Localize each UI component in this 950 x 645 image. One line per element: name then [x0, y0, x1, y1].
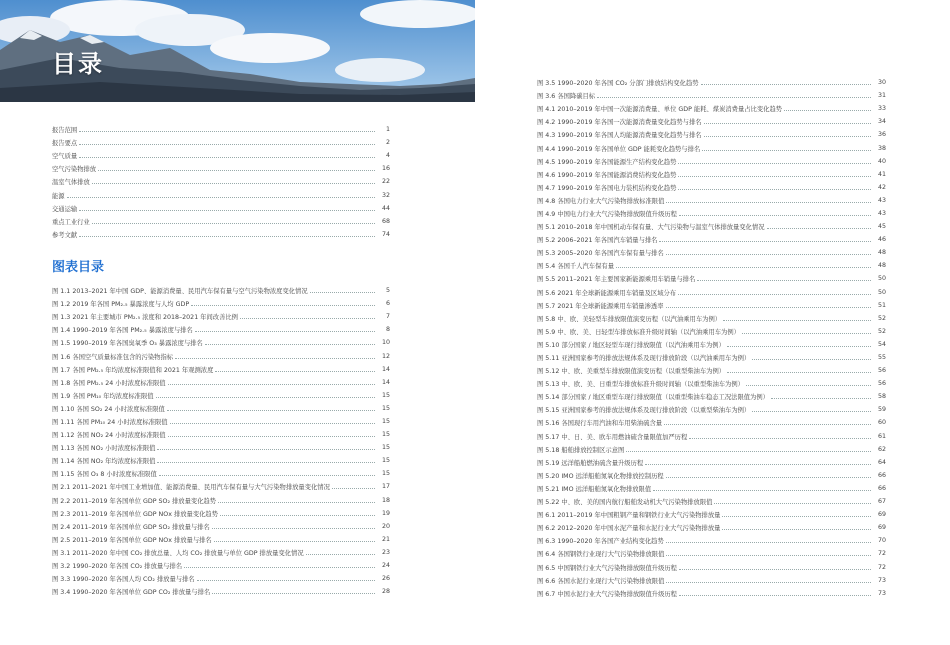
figure-entry[interactable]	[52, 428, 390, 441]
dot-leader	[742, 333, 871, 334]
dot-leader	[678, 163, 871, 164]
entry-title: 图 5.17 中、日、美、欧车用燃油硫含量限值加严历程	[537, 433, 688, 441]
entry-title: 报告范围	[52, 127, 78, 135]
page-number: 23	[381, 548, 390, 556]
page-number: 2	[385, 139, 390, 147]
dot-leader	[771, 398, 871, 399]
entry-title: 图 1.3 2021 年主要城市 PM₂.₅ 浓度和 2018–2021 年间改善比例	[52, 314, 238, 322]
dot-leader	[702, 150, 871, 151]
entry-title: 图 5.21 IMO 远洋船舶氮氧化物排放限值	[537, 485, 652, 493]
dot-leader	[212, 528, 375, 529]
dot-leader	[701, 84, 871, 85]
figure-entry[interactable]	[52, 520, 390, 533]
dot-leader	[306, 554, 375, 555]
page-number: 43	[877, 209, 886, 217]
entry-title: 图 5.7 2021 年全球新能源乘用车销量渗透率	[537, 302, 664, 310]
toc-entry[interactable]	[52, 149, 390, 162]
figure-entry[interactable]	[52, 415, 390, 428]
entry-title: 图 5.12 中、欧、美重型车排放限值演变历程（以重型柴油车为例）	[537, 368, 726, 376]
figure-entry[interactable]	[537, 547, 886, 560]
figure-entry[interactable]	[537, 443, 886, 456]
entry-title: 图 5.2 2006–2021 年各国汽车销量与排名	[537, 237, 658, 245]
toc-list	[52, 123, 390, 241]
page-number: 42	[877, 183, 886, 191]
page-number: 38	[877, 144, 886, 152]
page-number: 48	[877, 262, 886, 270]
entry-title: 图 1.8 各国 PM₂.₅ 24 小时浓度标准限值	[52, 379, 166, 387]
right-page	[475, 0, 950, 645]
page-number: 30	[877, 79, 886, 87]
entry-title: 图 5.9 中、欧、美、日轻型车排放标准升级时间轴（以汽油乘用车为例）	[537, 328, 740, 336]
figure-entry[interactable]	[537, 194, 886, 207]
figure-entry[interactable]	[537, 560, 886, 573]
entry-title: 图 5.15 亚洲国家参考的排放法规体系及现行排放阶段（以重型柴油车为例）	[537, 407, 751, 415]
entry-title: 图 5.16 各国现行车用汽油和车用柴油硫含量	[537, 420, 663, 428]
figure-entry[interactable]	[52, 336, 390, 349]
figure-entry[interactable]	[537, 495, 886, 508]
figure-entry[interactable]	[52, 297, 390, 310]
dot-leader	[752, 411, 871, 412]
entry-title: 图 1.5 1990–2019 年各国臭氧季 O₃ 暴露浓度与排名	[52, 340, 203, 348]
page-title: 目录	[52, 50, 104, 78]
page-number: 15	[381, 417, 390, 425]
entry-title: 图 5.4 各国千人汽车保有量	[537, 263, 614, 271]
page-number: 61	[877, 432, 886, 440]
dot-leader	[214, 541, 375, 542]
page-number: 66	[877, 484, 886, 492]
toc-entry[interactable]	[52, 215, 390, 228]
dot-leader	[666, 582, 871, 583]
page-number: 43	[877, 196, 886, 204]
figures-list-right	[537, 76, 886, 600]
dot-leader	[597, 97, 871, 98]
dot-leader	[167, 410, 375, 411]
dot-leader	[689, 438, 871, 439]
page-number: 64	[877, 458, 886, 466]
page-number: 16	[381, 165, 390, 173]
page-number: 33	[877, 105, 886, 113]
figures-section-title: 图表目录	[52, 260, 105, 275]
entry-title: 图 4.3 1990–2019 年各国人均能源消费量变化趋势与排名	[537, 132, 702, 140]
page-number: 67	[877, 498, 886, 506]
figure-entry[interactable]	[537, 207, 886, 220]
entry-title: 图 3.2 1990–2020 年各国 CO₂ 排放量与排名	[52, 563, 183, 571]
dot-leader	[310, 292, 375, 293]
figure-entry[interactable]	[537, 168, 886, 181]
figure-entry[interactable]	[52, 546, 390, 559]
page-number: 72	[877, 550, 886, 558]
figure-entry[interactable]	[537, 430, 886, 443]
figure-entry[interactable]	[537, 508, 886, 521]
figure-entry[interactable]	[52, 441, 390, 454]
dot-leader	[220, 515, 375, 516]
page-number: 36	[877, 131, 886, 139]
page-number: 59	[877, 406, 886, 414]
dot-leader	[752, 359, 871, 360]
toc-entry[interactable]	[52, 123, 390, 136]
dot-leader	[157, 449, 375, 450]
figure-entry[interactable]	[537, 246, 886, 259]
page-number: 17	[381, 483, 390, 491]
dot-leader	[666, 307, 872, 308]
page-number: 69	[877, 511, 886, 519]
dot-leader	[678, 176, 871, 177]
figure-entry[interactable]	[52, 389, 390, 402]
entry-title: 图 1.13 各国 NO₂ 小时浓度标准限值	[52, 445, 156, 453]
page-number: 46	[877, 236, 886, 244]
page-number: 56	[877, 367, 886, 375]
page-number: 44	[381, 204, 390, 212]
dot-leader	[746, 385, 871, 386]
dot-leader	[697, 280, 871, 281]
entry-title: 图 3.1 2011–2020 年中国 CO₂ 排放总量、人均 CO₂ 排放量与单位 GDP 排放量变化情况	[52, 549, 304, 557]
figures-list-left	[52, 284, 390, 598]
dot-leader	[98, 170, 375, 171]
page-number: 24	[381, 562, 390, 570]
page-number: 6	[385, 300, 390, 308]
entry-title: 图 5.10 部分国家 / 地区轻型车现行排放限值（以汽油乘用车为例）	[537, 341, 725, 349]
dot-leader	[626, 451, 871, 452]
entry-title: 图 3.6 各国降碳目标	[537, 93, 596, 101]
entry-title: 能源	[52, 192, 65, 200]
entry-title: 图 5.13 中、欧、美、日重型车排放标准升级时间轴（以重型柴油车为例）	[537, 381, 744, 389]
dot-leader	[79, 131, 375, 132]
entry-title: 图 6.3 1990–2020 年各国产业结构变化趋势	[537, 538, 664, 546]
entry-title: 图 1.14 各国 NO₂ 年均浓度标准限值	[52, 458, 156, 466]
dot-leader	[767, 228, 871, 229]
entry-title: 图 5.8 中、欧、美轻型车排放限值演变历程（以汽油乘用车为例）	[537, 315, 722, 323]
figure-entry[interactable]	[537, 338, 886, 351]
toc-entry[interactable]	[52, 228, 390, 241]
dot-leader	[240, 318, 375, 319]
figure-entry[interactable]	[537, 403, 886, 416]
dot-leader	[727, 346, 871, 347]
entry-title: 图 2.5 2011–2019 年各国单位 GDP NOx 排放量与排名	[52, 536, 212, 544]
entry-title: 图 4.6 1990–2019 年各国能源消费结构变化趋势	[537, 171, 677, 179]
figure-entry[interactable]	[52, 572, 390, 585]
figure-entry[interactable]	[52, 494, 390, 507]
entry-title: 重点工业行业	[52, 218, 90, 226]
page-number: 56	[877, 380, 886, 388]
entry-title: 图 2.3 2011–2019 年各国单位 GDP NOx 排放量变化趋势	[52, 510, 219, 518]
entry-title: 图 1.1 2013–2021 年中国 GDP、能源消费量、民用汽车保有量与空气污染物浓度变化情况	[52, 288, 308, 296]
figure-entry[interactable]	[52, 559, 390, 572]
entry-title: 图 5.19 远洋船舶燃油硫含量升级历程	[537, 459, 644, 467]
page-number: 21	[381, 535, 390, 543]
dot-leader	[645, 464, 871, 465]
dot-leader	[79, 144, 375, 145]
page-number: 7	[385, 313, 390, 321]
dot-leader	[184, 567, 375, 568]
entry-title: 图 1.10 各国 SO₂ 24 小时浓度标准限值	[52, 405, 165, 413]
toc-entry[interactable]	[52, 175, 390, 188]
page-number: 15	[381, 431, 390, 439]
page-number: 1	[385, 126, 390, 134]
dot-leader	[679, 569, 871, 570]
toc-entry[interactable]	[52, 188, 390, 201]
page-number: 52	[877, 327, 886, 335]
dot-leader	[714, 503, 871, 504]
figure-entry[interactable]	[537, 102, 886, 115]
figure-entry[interactable]	[537, 390, 886, 403]
entry-title: 图 4.1 2010–2019 年中国一次能源消费量、单位 GDP 能耗、煤炭消费量占比变化趋势	[537, 106, 783, 114]
entry-title: 报告要点	[52, 140, 78, 148]
dot-leader	[678, 189, 871, 190]
dot-leader	[92, 223, 375, 224]
page-number: 12	[381, 352, 390, 360]
figure-entry[interactable]	[52, 284, 390, 297]
dot-leader	[218, 502, 375, 503]
entry-title: 图 1.11 各国 PM₁₀ 24 小时浓度标准限值	[52, 418, 168, 426]
page-number: 55	[877, 354, 886, 362]
entry-title: 图 1.9 各国 PM₁₀ 年均浓度标准限值	[52, 392, 154, 400]
dot-leader	[784, 110, 871, 111]
dot-leader	[704, 136, 871, 137]
entry-title: 图 3.3 1990–2020 年各国人均 CO₂ 排放量与排名	[52, 576, 195, 584]
entry-title: 空气质量	[52, 153, 78, 161]
page-number: 28	[381, 588, 390, 596]
entry-title: 图 5.6 2021 年全球新能源乘用车销量及区域分布	[537, 289, 677, 297]
entry-title: 空气污染物排放	[52, 166, 97, 174]
page-number: 62	[877, 445, 886, 453]
figure-entry[interactable]	[52, 480, 390, 493]
dot-leader	[666, 202, 871, 203]
page-number: 40	[877, 157, 886, 165]
dot-leader	[727, 372, 871, 373]
dot-leader	[653, 490, 871, 491]
figure-entry[interactable]	[537, 259, 886, 272]
dot-leader	[197, 580, 375, 581]
page-number: 66	[877, 471, 886, 479]
dot-leader	[679, 215, 871, 216]
page-number: 52	[877, 314, 886, 322]
dot-leader	[616, 267, 871, 268]
toc-entry[interactable]	[52, 136, 390, 149]
dot-leader	[666, 542, 871, 543]
entry-title: 图 5.5 2011–2021 年主要国家新能源乘用车销量与排名	[537, 276, 696, 284]
entry-title: 图 1.2 2019 年各国 PM₂.₅ 暴露浓度与人均 GDP	[52, 301, 190, 309]
figure-entry[interactable]	[537, 312, 886, 325]
figure-entry[interactable]	[537, 141, 886, 154]
dot-leader	[332, 488, 375, 489]
toc-entry[interactable]	[52, 162, 390, 175]
figure-entry[interactable]	[537, 128, 886, 141]
page-number: 5	[385, 287, 390, 295]
dot-leader	[79, 157, 375, 158]
page-number: 41	[877, 170, 886, 178]
page-number: 50	[877, 288, 886, 296]
page-number: 69	[877, 524, 886, 532]
page-number: 14	[381, 378, 390, 386]
entry-title: 交通运输	[52, 205, 78, 213]
dot-leader	[666, 555, 871, 556]
figure-entry[interactable]	[537, 89, 886, 102]
dot-leader	[195, 331, 375, 332]
page-number: 74	[381, 230, 390, 238]
dot-leader	[79, 210, 375, 211]
figure-entry[interactable]	[537, 286, 886, 299]
figure-entry[interactable]	[537, 272, 886, 285]
page-number: 20	[381, 522, 390, 530]
figure-entry[interactable]	[537, 181, 886, 194]
figure-entry[interactable]	[537, 76, 886, 89]
figure-entry[interactable]	[537, 220, 886, 233]
entry-title: 图 6.1 2011–2019 年中国粗钢产量和钢铁行业大气污染物排放量	[537, 512, 721, 520]
figure-entry[interactable]	[537, 456, 886, 469]
entry-title: 图 1.7 各国 PM₂.₅ 年均浓度标准限值和 2021 年观测浓度	[52, 366, 214, 374]
entry-title: 图 4.4 1990–2019 年各国单位 GDP 能耗变化趋势与排名	[537, 145, 701, 153]
figure-entry[interactable]	[52, 533, 390, 546]
entry-title: 图 2.4 2011–2019 年各国单位 GDP SO₂ 排放量与排名	[52, 523, 210, 531]
entry-title: 图 6.5 中国钢铁行业大气污染物排放限值升级历程	[537, 564, 677, 572]
dot-leader	[666, 254, 871, 255]
entry-title: 图 1.6 各国空气质量标准包含的污染物指标	[52, 353, 174, 361]
entry-title: 图 5.14 部分国家 / 地区重型车现行排放限值（以重型柴油车稳态工况法限值为例）	[537, 394, 769, 402]
entry-title: 温室气体排放	[52, 179, 90, 187]
figure-entry[interactable]	[537, 574, 886, 587]
figure-entry[interactable]	[537, 155, 886, 168]
entry-title: 图 3.5 1990–2020 年各国 CO₂ 分部门排放结构变化趋势	[537, 80, 699, 88]
dot-leader	[175, 358, 375, 359]
figure-entry[interactable]	[537, 364, 886, 377]
page-number: 15	[381, 457, 390, 465]
page-number: 14	[381, 365, 390, 373]
dot-leader	[168, 384, 375, 385]
dot-leader	[722, 516, 871, 517]
figure-entry[interactable]	[52, 454, 390, 467]
dot-leader	[170, 423, 375, 424]
page-number: 60	[877, 419, 886, 427]
dot-leader	[205, 344, 375, 345]
dot-leader	[67, 197, 375, 198]
entry-title: 参考文献	[52, 231, 78, 239]
entry-title: 图 1.4 1990–2019 年各国 PM₂.₅ 暴露浓度与排名	[52, 327, 193, 335]
page-number: 45	[877, 223, 886, 231]
entry-title: 图 4.9 中国电力行业大气污染物排放限值升级历程	[537, 210, 677, 218]
page-number: 4	[385, 152, 390, 160]
figure-entry[interactable]	[537, 233, 886, 246]
page-number: 73	[877, 576, 886, 584]
toc-entry[interactable]	[52, 202, 390, 215]
figure-entry[interactable]	[52, 349, 390, 362]
dot-leader	[659, 241, 871, 242]
figure-entry[interactable]	[537, 469, 886, 482]
dot-leader	[191, 305, 375, 306]
entry-title: 图 1.15 各国 O₃ 8 小时浓度标准限值	[52, 471, 157, 479]
page-number: 22	[381, 178, 390, 186]
page-number: 18	[381, 496, 390, 504]
entry-title: 图 5.22 中、欧、美的国内航行船舶发动机大气污染物排放限值	[537, 499, 713, 507]
entry-title: 图 2.1 2011–2021 年中国工业增加值、能源消费量、民用汽车保有量与大气污染物排放量变化情况	[52, 484, 330, 492]
entry-title: 图 2.2 2011–2019 年各国单位 GDP SO₂ 排放量变化趋势	[52, 497, 217, 505]
page-number: 32	[381, 191, 390, 199]
entry-title: 图 3.4 1990–2020 年各国单位 GDP CO₂ 排放量与排名	[52, 589, 211, 597]
page-number: 10	[381, 339, 390, 347]
figure-entry[interactable]	[52, 402, 390, 415]
figure-entry[interactable]	[537, 325, 886, 338]
entry-title: 图 6.7 中国水泥行业大气污染物排放限值升级历程	[537, 590, 677, 598]
dot-leader	[664, 424, 871, 425]
entry-title: 图 1.12 各国 NO₂ 24 小时浓度标准限值	[52, 432, 166, 440]
dot-leader	[678, 294, 871, 295]
page-number: 50	[877, 275, 886, 283]
dot-leader	[666, 477, 871, 478]
dot-leader	[156, 397, 375, 398]
figure-entry[interactable]	[52, 363, 390, 376]
entry-title: 图 6.4 各国钢铁行业现行大气污染物排放限值	[537, 551, 665, 559]
figure-entry[interactable]	[52, 376, 390, 389]
entry-title: 图 5.3 2005–2020 年各国汽车保有量与排名	[537, 250, 664, 258]
page-number: 51	[877, 301, 886, 309]
figure-entry[interactable]	[537, 115, 886, 128]
page-number: 73	[877, 589, 886, 597]
figure-entry[interactable]	[537, 521, 886, 534]
entry-title: 图 4.5 1990–2019 年各国能源生产结构变化趋势	[537, 158, 677, 166]
figure-entry[interactable]	[52, 323, 390, 336]
dot-leader	[168, 436, 376, 437]
dot-leader	[79, 236, 375, 237]
dot-leader	[723, 320, 871, 321]
figure-entry[interactable]	[537, 587, 886, 600]
page-number: 19	[381, 509, 390, 517]
entry-title: 图 4.8 各国电力行业大气污染物排放标准限值	[537, 197, 665, 205]
entry-title: 图 6.6 各国水泥行业现行大气污染物排放限值	[537, 577, 665, 585]
page-number: 34	[877, 118, 886, 126]
page-number: 8	[385, 326, 390, 334]
dot-leader	[722, 529, 871, 530]
page-number: 58	[877, 393, 886, 401]
entry-title: 图 5.18 船舶排放控制区示意图	[537, 446, 625, 454]
figure-entry[interactable]	[537, 351, 886, 364]
figure-entry[interactable]	[52, 585, 390, 598]
page-number: 68	[381, 217, 390, 225]
dot-leader	[679, 595, 871, 596]
figure-entry[interactable]	[537, 534, 886, 547]
dot-leader	[215, 371, 375, 372]
page-number: 15	[381, 470, 390, 478]
entry-title: 图 4.7 1990–2019 年各国电力装机结构变化趋势	[537, 184, 677, 192]
page-number: 15	[381, 404, 390, 412]
dot-leader	[704, 123, 871, 124]
entry-title: 图 6.2 2012–2020 年中国水泥产量和水泥行业大气污染物排放量	[537, 525, 721, 533]
dot-leader	[157, 462, 375, 463]
figure-entry[interactable]	[537, 482, 886, 495]
entry-title: 图 4.2 1990–2019 年各国一次能源消费量变化趋势与排名	[537, 119, 702, 127]
page-number: 26	[381, 575, 390, 583]
dot-leader	[92, 183, 375, 184]
page-number: 54	[877, 340, 886, 348]
figure-entry[interactable]	[52, 467, 390, 480]
figure-entry[interactable]	[537, 299, 886, 312]
entry-title: 图 5.20 IMO 远洋船舶氮氧化物排放控制历程	[537, 472, 664, 480]
page-number: 48	[877, 249, 886, 257]
figure-entry[interactable]	[537, 416, 886, 429]
page-number: 70	[877, 537, 886, 545]
dot-leader	[159, 475, 375, 476]
page-number: 15	[381, 444, 390, 452]
entry-title: 图 5.1 2010–2018 年中国机动车保有量、大气污染物与温室气体排放量变化情况	[537, 224, 765, 232]
dot-leader	[212, 593, 375, 594]
entry-title: 图 5.11 亚洲国家参考的排放法规体系及现行排放阶段（以汽油乘用车为例）	[537, 355, 751, 363]
page-number: 72	[877, 563, 886, 571]
page-number: 31	[877, 92, 886, 100]
figure-entry[interactable]	[52, 310, 390, 323]
figure-entry[interactable]	[537, 377, 886, 390]
figure-entry[interactable]	[52, 507, 390, 520]
page-number: 15	[381, 391, 390, 399]
